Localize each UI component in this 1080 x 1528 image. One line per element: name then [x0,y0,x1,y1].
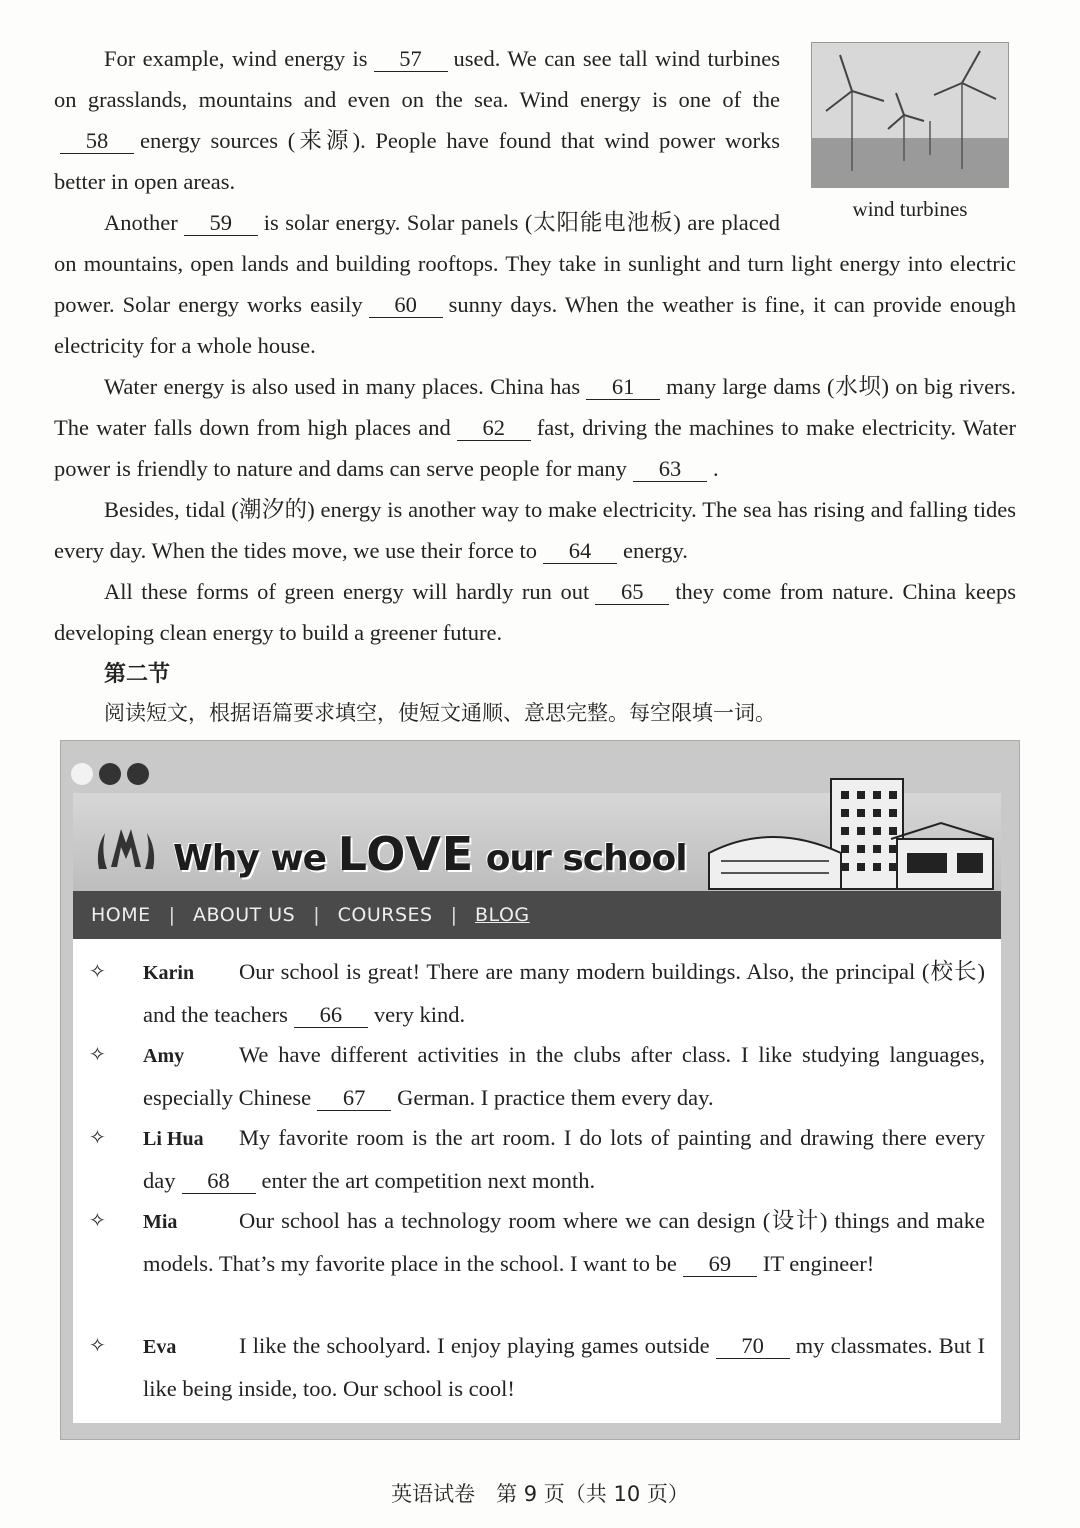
comment-text: German. I practice them every day. [397,1085,714,1110]
title-part: our school [485,838,687,879]
text: For example, wind energy is [104,46,368,71]
page-footer: 英语试卷 第 9 页（共 10 页） [391,1482,689,1506]
school-buildings-icon [701,773,1001,896]
blank-68[interactable]: 68 [182,1169,256,1194]
nav-separator: | [450,904,458,926]
blank-65[interactable]: 65 [595,580,669,605]
window-dots [71,763,149,785]
site-nav [73,891,1001,939]
diamond-star-icon: ✧ [89,1333,106,1357]
title-love: LOVE [337,827,475,881]
window-dot-icon [99,763,121,785]
comment-text: very kind. [373,1002,466,1027]
diamond-star-icon: ✧ [89,1125,106,1149]
blank-60[interactable]: 60 [369,293,443,318]
blank-69[interactable]: 69 [683,1252,757,1277]
site-title [173,827,687,881]
text: they come from nature. China keeps developing clean energy to build a greener future. [54,579,1016,645]
commenter-name: Amy [143,1045,185,1067]
text: Another [104,210,178,235]
nav-courses[interactable]: COURSES [337,904,433,926]
school-website-mockup [60,740,1020,1440]
paragraph-5 [54,571,1016,653]
site-banner [73,793,1001,891]
blank-66[interactable]: 66 [294,1003,368,1028]
text: energy. [622,538,688,563]
paragraph-2 [54,202,1016,366]
text: sunny days. When the weather is fine, it can provide enough electricity for a whole house. [54,292,1016,358]
blank-67[interactable]: 67 [317,1086,391,1111]
comment-text: We have different activities in the clubs after class. I like studying languages, especially Chinese [143,1042,985,1110]
nav-separator: | [313,904,320,926]
nav-blog[interactable]: BLOG [475,904,530,926]
comment-text: I like the schoolyard. I enjoy playing games outside [239,1333,710,1358]
paragraph-3 [54,366,1016,489]
diamond-star-icon: ✧ [89,1042,106,1066]
window-dot-icon [71,763,93,785]
text: Besides, tidal (潮汐的) energy is another way to make electricity. The sea has rising and falling tides every day. When the tides move, we use their force to [54,497,1016,563]
comment-text: Our school is great! There are many modern buildings. Also, the principal (校长) and the teachers [143,959,985,1027]
blank-58[interactable]: 58 [60,129,134,154]
section-instructions: 阅读短文，根据语篇要求填空，使短文通顺、意思完整。每空限填一词。 [104,701,776,725]
blank-64[interactable]: 64 [543,539,617,564]
paragraph-4 [54,489,1016,571]
wind-turbines-figure [804,42,1016,222]
blank-63[interactable]: 63 [633,457,707,482]
comment-eva [89,1325,985,1409]
reading-passage [54,38,1016,731]
commenter-name: Eva [143,1336,177,1358]
commenter-name: Mia [143,1211,178,1233]
wind-turbines-image [811,42,1009,188]
blank-59[interactable]: 59 [184,211,258,236]
comment-text: enter the art competition next month. [261,1168,596,1193]
blank-62[interactable]: 62 [457,416,531,441]
comment-text: IT engineer! [762,1251,875,1276]
comment-karin [89,951,985,1035]
laurel-logo-icon [91,819,161,888]
window-dot-icon [127,763,149,785]
figure-caption: wind turbines [852,197,968,221]
blank-57[interactable]: 57 [374,47,448,72]
text: energy sources (来源). People have found that wind power works better in open areas. [54,128,780,194]
comment-amy [89,1034,985,1118]
nav-about-us[interactable]: ABOUT US [193,904,296,926]
title-part: Why we [173,838,327,879]
commenter-name: Karin [143,962,195,984]
comment-text: Our school has a technology room where we can design (设计) things and make models. That’s my favorite place in the school. I want to be [143,1208,985,1276]
text: fast, driving the machines to make electricity. Water power is friendly to nature and dams can serve people for many [54,415,1016,481]
nav-home[interactable]: HOME [91,904,151,926]
blank-61[interactable]: 61 [586,375,660,400]
comment-text: My favorite room is the art room. I do lots of painting and drawing there every day [143,1125,985,1193]
text: . [712,456,719,481]
comment-li-hua [89,1117,985,1201]
commenter-name: Li Hua [143,1128,204,1150]
text: Water energy is also used in many places. China has [104,374,581,399]
comment-text: my classmates. But I like being inside, too. Our school is cool! [143,1333,985,1401]
comments-list [73,939,1001,1423]
text: All these forms of green energy will hardly run out [104,579,590,604]
blank-70[interactable]: 70 [716,1334,790,1359]
comment-mia [89,1200,985,1284]
text: many large dams (水坝) on big rivers. The water falls down from high places and [54,374,1017,440]
diamond-star-icon: ✧ [89,959,106,983]
section-title: 第二节 [104,662,171,687]
text: used. We can see tall wind turbines on grasslands, mountains and even on the sea. Wind energy is one of the [54,46,780,112]
diamond-star-icon: ✧ [89,1208,106,1232]
text: is solar energy. Solar panels (太阳能电池板) are placed on mountains, open lands and building rooftops. They take in sunlight and turn light energy into electric power. Solar energy works easily [54,210,1016,317]
nav-separator: | [168,904,176,926]
